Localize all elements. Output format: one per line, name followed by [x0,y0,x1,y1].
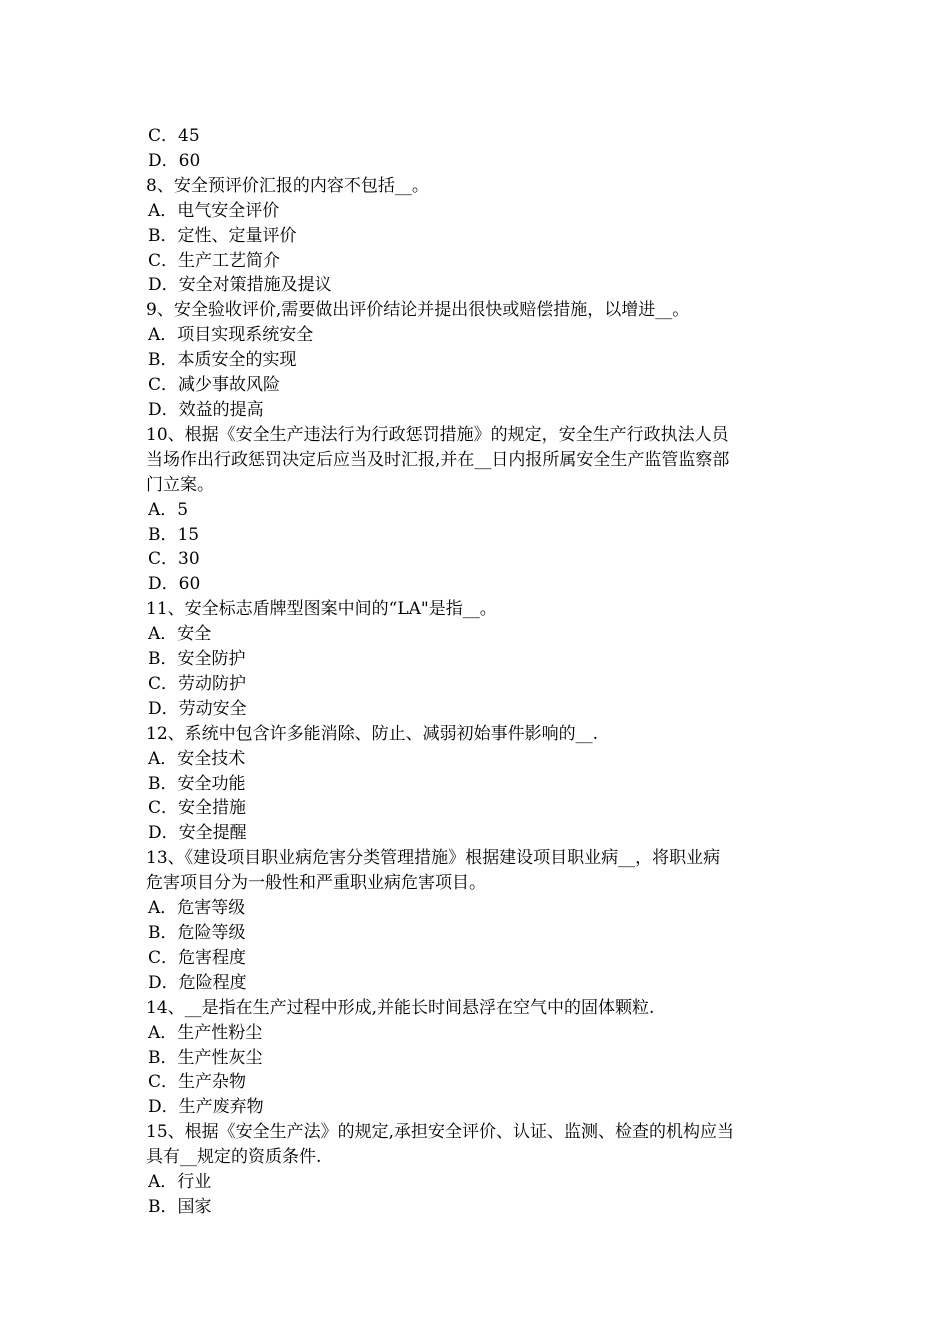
answer-option: C．生产杂物 [148,1072,247,1093]
answer-option: A．生产性粉尘 [148,1022,263,1043]
answer-option: C．30 [148,549,200,570]
question-text: 14、__是指在生产过程中形成,并能长时间悬浮在空气中的固体颗粒. [146,997,655,1018]
question-text: 具有__规定的资质条件. [146,1147,322,1168]
answer-option: A．危害等级 [148,898,246,919]
question-text: 15、根据《安全生产法》的规定,承担安全评价、认证、监测、检查的机构应当 [146,1122,735,1143]
answer-option: B．安全功能 [148,773,246,794]
answer-option: B．国家 [148,1196,212,1217]
question-text: 12、系统中包含许多能消除、防止、减弱初始事件影响的__. [146,723,599,744]
answer-option: B．生产性灰尘 [148,1047,263,1068]
answer-option: D．效益的提高 [148,399,264,420]
answer-option: A．安全技术 [148,748,246,769]
answer-option: D．劳动安全 [148,698,247,719]
question-text: 8、安全预评价汇报的内容不包括__。 [146,175,429,196]
answer-option: D．60 [148,574,201,595]
answer-option: B．定性、定量评价 [148,225,297,246]
answer-option: A．项目实现系统安全 [148,325,314,346]
document-page [146,124,818,1220]
answer-option: C．劳动防护 [148,673,247,694]
answer-option: A．行业 [148,1172,212,1193]
answer-option: C．45 [148,126,200,146]
question-text: 门立案。 [146,474,214,495]
answer-option: A．安全 [148,624,212,645]
answer-option: C．减少事故风险 [148,375,281,396]
answer-option: B．安全防护 [148,649,246,670]
answer-option: D．60 [148,150,201,171]
question-text: 9、安全验收评价,需要做出评价结论并提出很快或赔偿措施，以增进__。 [146,300,690,321]
answer-option: B．危险等级 [148,923,246,943]
question-text: 13、《建设项目职业病危害分类管理措施》根据建设项目职业病__，将职业病 [146,848,721,869]
question-text: 危害项目分为一般性和严重职业病危害项目。 [146,873,486,894]
answer-option: B．15 [148,524,200,545]
question-text: 当场作出行政惩罚决定后应当及时汇报,并在__日内报所属安全生产监管监察部 [146,449,730,470]
answer-option: D．危险程度 [148,972,247,993]
question-text: 10、根据《安全生产违法行为行政惩罚措施》的规定，安全生产行政执法人员 [146,424,729,445]
answer-option: B．本质安全的实现 [148,350,297,371]
answer-option: D．生产废弃物 [148,1097,264,1118]
answer-option: C．生产工艺简介 [148,250,281,271]
question-text: 11、安全标志盾牌型图案中间的“LA"是指__。 [146,599,497,620]
answer-option: D．安全对策措施及提议 [148,275,332,296]
answer-option: C．安全措施 [148,798,247,819]
answer-option: A．5 [148,499,189,520]
answer-option: D．安全提醒 [148,823,247,844]
answer-option: C．危害程度 [148,947,247,968]
answer-option: A．电气安全评价 [148,200,280,221]
